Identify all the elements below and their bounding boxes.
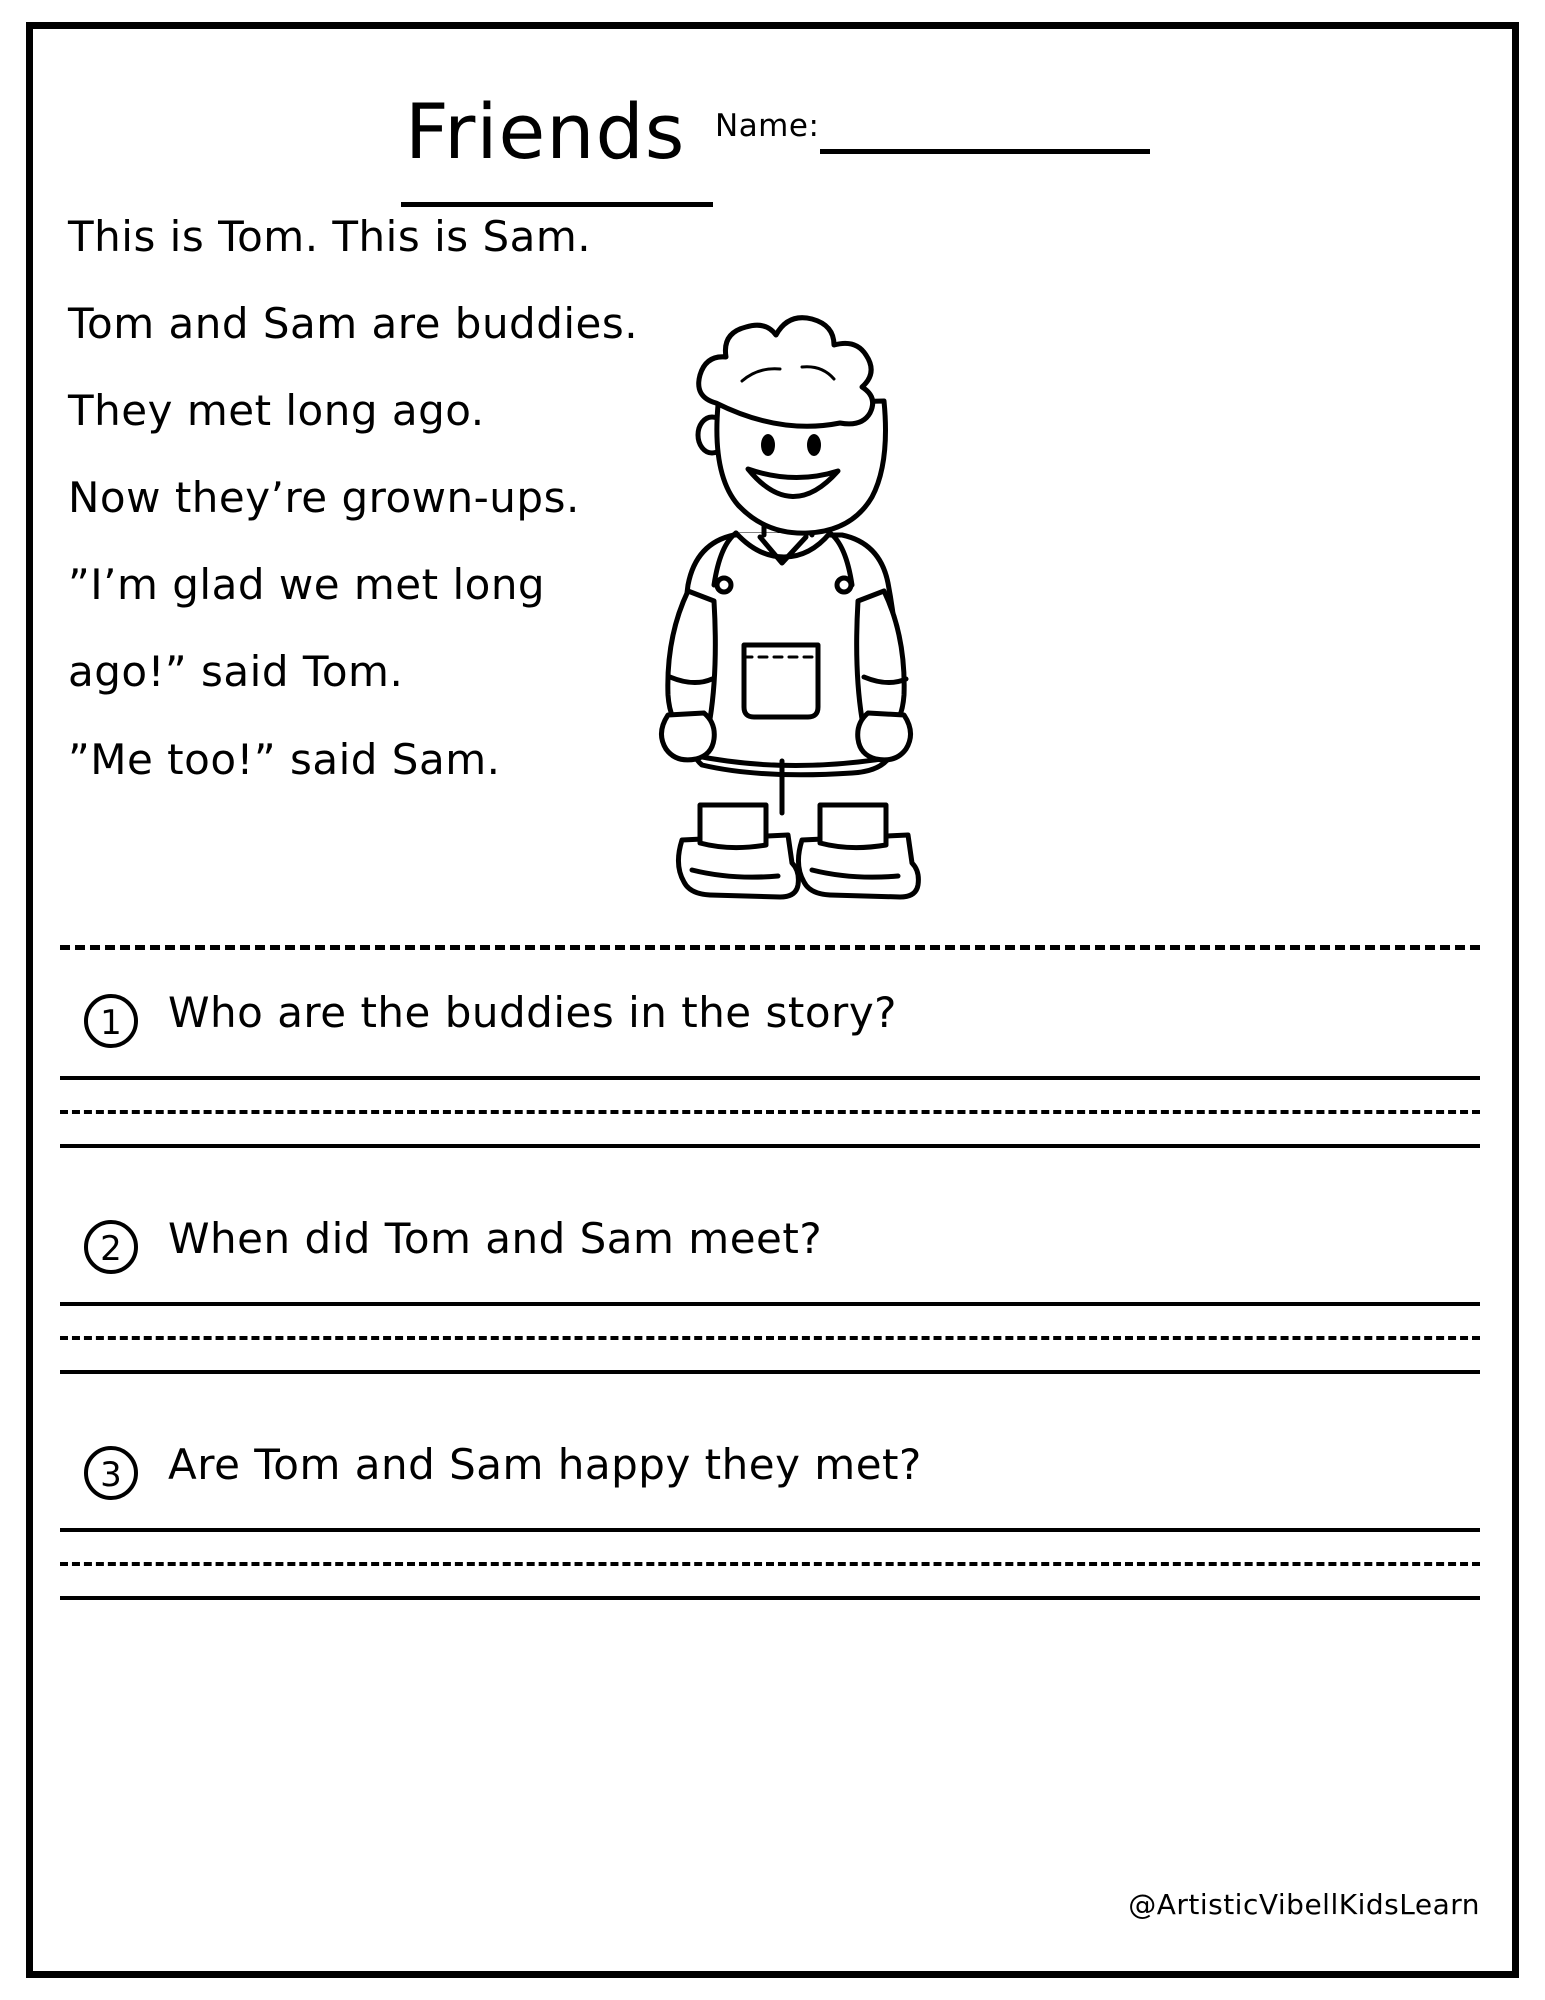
question-number: 2 — [84, 1220, 138, 1274]
question-text: Are Tom and Sam happy they met? — [168, 1440, 922, 1489]
worksheet-content — [60, 50, 1485, 1950]
title-underline — [401, 202, 713, 207]
question-block — [60, 1216, 1480, 1374]
question-row — [60, 990, 1480, 1076]
question-block — [60, 1442, 1480, 1600]
story-passage — [68, 212, 688, 825]
answer-line-bottom[interactable] — [60, 1370, 1480, 1374]
name-input-line[interactable] — [820, 149, 1150, 154]
name-label: Name: — [715, 108, 820, 144]
section-divider — [60, 945, 1480, 950]
two-boys-line-art-icon — [652, 285, 1212, 915]
question-text: Who are the buddies in the story? — [168, 988, 897, 1037]
footer-credit: @ArtisticVibellKidsLearn — [1128, 1888, 1480, 1921]
story-line: ago!” said Tom. — [68, 647, 404, 697]
story-line: Tom and Sam are buddies. — [68, 299, 639, 349]
story-illustration — [652, 285, 1212, 915]
page-title: Friends — [405, 87, 686, 176]
question-row — [60, 1442, 1480, 1528]
story-line: ”I’m glad we met long — [68, 560, 546, 610]
question-row — [60, 1216, 1480, 1302]
story-line: ”Me too!” said Sam. — [68, 734, 501, 784]
question-number: 3 — [84, 1446, 138, 1500]
story-line: This is Tom. This is Sam. — [68, 212, 592, 261]
question-number: 1 — [84, 994, 138, 1048]
story-line: They met long ago. — [68, 386, 485, 436]
answer-line-bottom[interactable] — [60, 1596, 1480, 1600]
question-text: When did Tom and Sam meet? — [168, 1214, 823, 1263]
story-line: Now they’re grown-ups. — [68, 473, 580, 523]
answer-line-bottom[interactable] — [60, 1144, 1480, 1148]
question-block — [60, 990, 1480, 1148]
worksheet-header — [60, 50, 1485, 200]
